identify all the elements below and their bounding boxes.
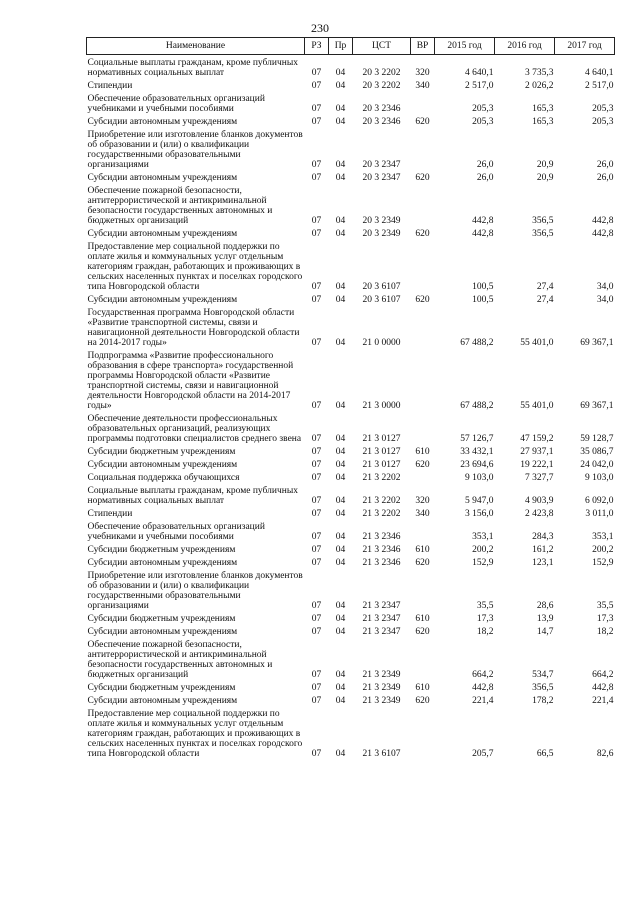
table-header-row — [87, 38, 615, 55]
row-cst: 21 3 0127 — [362, 434, 401, 444]
row-value-2017: 205,3 — [592, 117, 614, 127]
row-name: Стипендии — [87, 509, 133, 519]
row-vr: 340 — [415, 81, 430, 91]
row-value-2016: 123,1 — [532, 558, 554, 568]
row-name: Субсидии автономным учреждениям — [87, 173, 238, 183]
row-value-2017: 200,2 — [592, 545, 614, 555]
row-cst: 20 3 2347 — [362, 160, 401, 170]
row-name: Субсидии бюджетным учреждениям — [87, 614, 236, 624]
row-pr: 04 — [335, 173, 346, 183]
row-rz: 07 — [311, 627, 322, 637]
row-name: Социальные выплаты гражданам, кроме публичных нормативных социальных выплат — [87, 58, 298, 78]
row-cst: 21 0 0000 — [362, 338, 401, 348]
table-row — [87, 558, 615, 571]
row-rz: 07 — [311, 601, 322, 611]
row-value-2015: 152,9 — [472, 558, 494, 568]
row-pr: 04 — [335, 160, 346, 170]
table-row — [87, 242, 615, 295]
row-value-2015: 18,2 — [476, 627, 494, 637]
row-vr: 620 — [415, 696, 430, 706]
row-pr: 04 — [335, 81, 346, 91]
row-vr: 620 — [415, 295, 430, 305]
row-value-2015: 100,5 — [472, 282, 494, 292]
row-vr: 610 — [415, 447, 430, 457]
row-name: Подпрограмма «Развитие профессионального образования в сфере транспорта» государственной программы Новгородской области «Развитие транспортной системы, связи и навигационной деятельности Новгородской области на 2014-2017 годы» — [87, 351, 294, 411]
row-pr: 04 — [335, 670, 346, 680]
row-vr: 320 — [415, 496, 430, 506]
table-row — [87, 130, 615, 173]
row-name: Субсидии автономным учреждениям — [87, 460, 238, 470]
row-value-2017: 35,5 — [596, 601, 614, 611]
row-value-2016: 13,9 — [536, 614, 554, 624]
table-row — [87, 414, 615, 447]
row-cst: 20 3 2346 — [362, 104, 401, 114]
row-rz: 07 — [311, 460, 322, 470]
row-name: Стипендии — [87, 81, 133, 91]
row-value-2015: 442,8 — [472, 683, 494, 693]
row-vr — [411, 94, 435, 117]
row-value-2015: 4 640,1 — [465, 68, 494, 78]
row-cst: 21 3 0127 — [362, 447, 401, 457]
row-rz: 07 — [311, 216, 322, 226]
row-name: Государственная программа Новгородской области «Развитие транспортной системы, связи и навигационной деятельности Новгородской области на 2014-2017 годы» — [87, 308, 300, 348]
row-cst: 20 3 2349 — [362, 229, 401, 239]
row-value-2016: 284,3 — [532, 532, 554, 542]
row-value-2017: 18,2 — [596, 627, 614, 637]
row-value-2015: 664,2 — [472, 670, 494, 680]
table-row — [87, 460, 615, 473]
row-pr: 04 — [335, 749, 346, 759]
row-cst: 20 3 2349 — [362, 216, 401, 226]
row-vr: 610 — [415, 614, 430, 624]
row-pr: 04 — [335, 509, 346, 519]
row-name: Обеспечение деятельности профессиональных образовательных организаций, реализующих программы подготовки специалистов среднего звена — [87, 414, 302, 444]
row-value-2017: 6 092,0 — [585, 496, 614, 506]
row-name: Обеспечение образовательных организаций учебниками и учебными пособиями — [87, 522, 265, 542]
row-rz: 07 — [311, 229, 322, 239]
table-row — [87, 308, 615, 351]
row-cst: 21 3 0127 — [362, 460, 401, 470]
row-name: Субсидии бюджетным учреждениям — [87, 447, 236, 457]
row-rz: 07 — [311, 295, 322, 305]
row-value-2017: 17,3 — [596, 614, 614, 624]
row-value-2017: 35 086,7 — [580, 447, 614, 457]
row-vr — [411, 414, 435, 447]
row-value-2017: 442,8 — [592, 229, 614, 239]
table-row — [87, 186, 615, 229]
row-pr: 04 — [335, 434, 346, 444]
row-vr — [411, 522, 435, 545]
row-value-2015: 200,2 — [472, 545, 494, 555]
row-rz: 07 — [311, 496, 322, 506]
table-row — [87, 173, 615, 186]
row-value-2017: 353,1 — [592, 532, 614, 542]
row-value-2017: 442,8 — [592, 216, 614, 226]
row-value-2016: 55 401,0 — [520, 401, 554, 411]
row-name: Субсидии автономным учреждениям — [87, 229, 238, 239]
row-value-2017: 152,9 — [592, 558, 614, 568]
row-pr: 04 — [335, 460, 346, 470]
row-cst: 21 3 2346 — [362, 532, 401, 542]
row-value-2017: 4 640,1 — [585, 68, 614, 78]
table-row — [87, 571, 615, 614]
row-value-2015: 100,5 — [472, 295, 494, 305]
row-vr: 320 — [415, 68, 430, 78]
row-cst: 21 3 6107 — [362, 749, 401, 759]
row-pr: 04 — [335, 683, 346, 693]
row-rz: 07 — [311, 447, 322, 457]
row-vr — [411, 308, 435, 351]
row-cst: 20 3 2202 — [362, 81, 401, 91]
row-vr — [411, 351, 435, 414]
row-value-2017: 34,0 — [596, 282, 614, 292]
row-pr: 04 — [335, 338, 346, 348]
row-value-2015: 33 432,1 — [460, 447, 494, 457]
table-row — [87, 522, 615, 545]
row-pr: 04 — [335, 601, 346, 611]
row-name: Предоставление мер социальной поддержки по оплате жилья и коммунальных услуг отдельным категориям граждан, работающих и проживающих в сельских населенных пунктах и поселках городского типа Новгородской области — [87, 709, 303, 759]
row-rz: 07 — [311, 532, 322, 542]
row-rz: 07 — [311, 117, 322, 127]
table-row — [87, 473, 615, 486]
row-rz: 07 — [311, 545, 322, 555]
row-cst: 21 3 2346 — [362, 545, 401, 555]
row-value-2015: 57 126,7 — [460, 434, 494, 444]
row-name: Социальная поддержка обучающихся — [87, 473, 240, 483]
row-name: Обеспечение пожарной безопасности, антитеррористической и антикриминальной безопасности государственных автономных и бюджетных организаций — [87, 640, 273, 680]
row-cst: 21 3 2349 — [362, 683, 401, 693]
row-value-2016: 161,2 — [532, 545, 554, 555]
row-pr: 04 — [335, 447, 346, 457]
row-value-2016: 55 401,0 — [520, 338, 554, 348]
row-cst: 20 3 2347 — [362, 173, 401, 183]
row-value-2016: 7 327,7 — [525, 473, 554, 483]
row-rz: 07 — [311, 401, 322, 411]
table-row — [87, 509, 615, 522]
row-cst: 20 3 2346 — [362, 117, 401, 127]
row-cst: 21 3 2346 — [362, 558, 401, 568]
row-cst: 21 3 2202 — [362, 496, 401, 506]
row-value-2015: 2 517,0 — [465, 81, 494, 91]
row-rz: 07 — [311, 434, 322, 444]
table-row — [87, 117, 615, 130]
row-name: Субсидии автономным учреждениям — [87, 558, 238, 568]
table-row — [87, 545, 615, 558]
row-pr: 04 — [335, 229, 346, 239]
row-value-2015: 17,3 — [476, 614, 494, 624]
row-value-2016: 356,5 — [532, 683, 554, 693]
row-cst: 21 3 2202 — [362, 473, 401, 483]
header-2016: 2016 год — [495, 38, 555, 55]
row-pr: 04 — [335, 558, 346, 568]
row-rz: 07 — [311, 509, 322, 519]
row-rz: 07 — [311, 173, 322, 183]
row-cst: 20 3 2202 — [362, 68, 401, 78]
row-cst: 21 3 2347 — [362, 614, 401, 624]
table-row — [87, 94, 615, 117]
table-row — [87, 351, 615, 414]
row-value-2015: 205,3 — [472, 104, 494, 114]
row-vr: 620 — [415, 229, 430, 239]
row-value-2015: 353,1 — [472, 532, 494, 542]
row-value-2016: 27,4 — [536, 295, 554, 305]
row-vr: 620 — [415, 558, 430, 568]
row-value-2015: 26,0 — [476, 160, 494, 170]
row-pr: 04 — [335, 68, 346, 78]
row-rz: 07 — [311, 338, 322, 348]
row-name: Предоставление мер социальной поддержки по оплате жилья и коммунальных услуг отдельным категориям граждан, работающих и проживающих в сельских населенных пунктах и поселках городского типа Новгородской области — [87, 242, 303, 292]
row-name: Приобретение или изготовление бланков документов об образовании и (или) о квалификации государственными образовательными организациями — [87, 571, 303, 611]
header-rz: РЗ — [305, 38, 329, 55]
row-pr: 04 — [335, 627, 346, 637]
table-row — [87, 55, 615, 82]
row-value-2015: 26,0 — [476, 173, 494, 183]
table-row — [87, 640, 615, 683]
row-rz: 07 — [311, 473, 322, 483]
row-vr: 620 — [415, 173, 430, 183]
row-value-2017: 69 367,1 — [580, 338, 614, 348]
row-pr: 04 — [335, 614, 346, 624]
row-rz: 07 — [311, 614, 322, 624]
row-vr — [411, 640, 435, 683]
row-cst: 20 3 6107 — [362, 282, 401, 292]
table-row — [87, 229, 615, 242]
row-value-2017: 26,0 — [596, 160, 614, 170]
row-vr: 620 — [415, 460, 430, 470]
row-value-2015: 3 156,0 — [465, 509, 494, 519]
row-value-2016: 20,9 — [536, 173, 554, 183]
row-pr: 04 — [335, 401, 346, 411]
row-value-2017: 9 103,0 — [585, 473, 614, 483]
row-value-2016: 20,9 — [536, 160, 554, 170]
row-pr: 04 — [335, 532, 346, 542]
row-value-2015: 35,5 — [476, 601, 494, 611]
row-value-2015: 205,3 — [472, 117, 494, 127]
row-name: Субсидии автономным учреждениям — [87, 117, 238, 127]
row-pr: 04 — [335, 216, 346, 226]
row-cst: 21 3 2349 — [362, 670, 401, 680]
row-value-2015: 5 947,0 — [465, 496, 494, 506]
row-value-2016: 66,5 — [536, 749, 554, 759]
row-rz: 07 — [311, 104, 322, 114]
row-cst: 21 3 2347 — [362, 601, 401, 611]
row-value-2017: 69 367,1 — [580, 401, 614, 411]
row-vr: 610 — [415, 683, 430, 693]
header-vr: ВР — [411, 38, 435, 55]
row-vr: 620 — [415, 117, 430, 127]
row-value-2016: 356,5 — [532, 229, 554, 239]
header-pr: Пр — [329, 38, 353, 55]
header-2017: 2017 год — [555, 38, 615, 55]
row-name: Субсидии бюджетным учреждениям — [87, 683, 236, 693]
row-value-2015: 442,8 — [472, 216, 494, 226]
row-pr: 04 — [335, 696, 346, 706]
row-name: Обеспечение образовательных организаций учебниками и учебными пособиями — [87, 94, 265, 114]
row-vr — [411, 130, 435, 173]
table-row — [87, 627, 615, 640]
row-value-2016: 356,5 — [532, 216, 554, 226]
row-rz: 07 — [311, 683, 322, 693]
row-value-2016: 19 222,1 — [520, 460, 554, 470]
row-value-2015: 221,4 — [472, 696, 494, 706]
row-rz: 07 — [311, 68, 322, 78]
row-pr: 04 — [335, 117, 346, 127]
row-value-2016: 178,2 — [532, 696, 554, 706]
row-cst: 21 3 2349 — [362, 696, 401, 706]
row-pr: 04 — [335, 473, 346, 483]
row-pr: 04 — [335, 295, 346, 305]
row-value-2017: 442,8 — [592, 683, 614, 693]
row-value-2017: 26,0 — [596, 173, 614, 183]
table-row — [87, 696, 615, 709]
table-row — [87, 709, 615, 762]
row-value-2017: 221,4 — [592, 696, 614, 706]
budget-table — [86, 37, 615, 762]
row-name: Субсидии автономным учреждениям — [87, 295, 238, 305]
row-rz: 07 — [311, 81, 322, 91]
row-value-2016: 27,4 — [536, 282, 554, 292]
row-value-2017: 205,3 — [592, 104, 614, 114]
row-name: Субсидии бюджетным учреждениям — [87, 545, 236, 555]
row-name: Социальные выплаты гражданам, кроме публичных нормативных социальных выплат — [87, 486, 298, 506]
row-vr: 340 — [415, 509, 430, 519]
row-value-2016: 3 735,3 — [525, 68, 554, 78]
row-rz: 07 — [311, 670, 322, 680]
row-rz: 07 — [311, 749, 322, 759]
row-value-2016: 165,3 — [532, 117, 554, 127]
table-row — [87, 295, 615, 308]
row-vr — [411, 473, 435, 486]
row-value-2016: 2 026,2 — [525, 81, 554, 91]
row-name: Приобретение или изготовление бланков документов об образовании и (или) о квалификации государственными образовательными организациями — [87, 130, 303, 170]
row-value-2015: 23 694,6 — [460, 460, 494, 470]
row-value-2015: 67 488,2 — [460, 338, 494, 348]
row-value-2016: 28,6 — [536, 601, 554, 611]
row-vr — [411, 709, 435, 762]
table-row — [87, 447, 615, 460]
row-pr: 04 — [335, 282, 346, 292]
row-cst: 20 3 6107 — [362, 295, 401, 305]
row-value-2016: 27 937,1 — [520, 447, 554, 457]
page-number: 230 — [311, 21, 329, 35]
row-pr: 04 — [335, 496, 346, 506]
row-vr: 610 — [415, 545, 430, 555]
row-rz: 07 — [311, 160, 322, 170]
row-value-2016: 534,7 — [532, 670, 554, 680]
row-value-2015: 9 103,0 — [465, 473, 494, 483]
row-cst: 21 3 0000 — [362, 401, 401, 411]
row-value-2016: 165,3 — [532, 104, 554, 114]
row-cst: 21 3 2202 — [362, 509, 401, 519]
row-value-2017: 664,2 — [592, 670, 614, 680]
row-name: Обеспечение пожарной безопасности, антитеррористической и антикриминальной безопасности государственных автономных и бюджетных организаций — [87, 186, 273, 226]
table-row — [87, 486, 615, 509]
table-body — [87, 55, 615, 763]
row-pr: 04 — [335, 104, 346, 114]
row-rz: 07 — [311, 282, 322, 292]
row-name: Субсидии автономным учреждениям — [87, 627, 238, 637]
table-row — [87, 614, 615, 627]
header-cst: ЦСТ — [353, 38, 411, 55]
row-value-2016: 47 159,2 — [520, 434, 554, 444]
row-value-2015: 205,7 — [472, 749, 494, 759]
row-value-2016: 2 423,8 — [525, 509, 554, 519]
row-value-2015: 442,8 — [472, 229, 494, 239]
row-vr: 620 — [415, 627, 430, 637]
row-vr — [411, 242, 435, 295]
row-value-2017: 59 128,7 — [580, 434, 614, 444]
row-name: Субсидии автономным учреждениям — [87, 696, 238, 706]
table-row — [87, 683, 615, 696]
row-value-2017: 24 042,0 — [580, 460, 614, 470]
row-value-2015: 67 488,2 — [460, 401, 494, 411]
header-name: Наименование — [87, 38, 305, 55]
row-rz: 07 — [311, 696, 322, 706]
row-vr — [411, 186, 435, 229]
row-cst: 21 3 2347 — [362, 627, 401, 637]
row-value-2017: 34,0 — [596, 295, 614, 305]
row-vr — [411, 571, 435, 614]
row-value-2017: 82,6 — [596, 749, 614, 759]
row-pr: 04 — [335, 545, 346, 555]
row-value-2016: 4 903,9 — [525, 496, 554, 506]
header-2015: 2015 год — [435, 38, 495, 55]
row-value-2016: 14,7 — [536, 627, 554, 637]
row-value-2017: 2 517,0 — [585, 81, 614, 91]
row-rz: 07 — [311, 558, 322, 568]
row-value-2017: 3 011,0 — [585, 509, 614, 519]
table-row — [87, 81, 615, 94]
